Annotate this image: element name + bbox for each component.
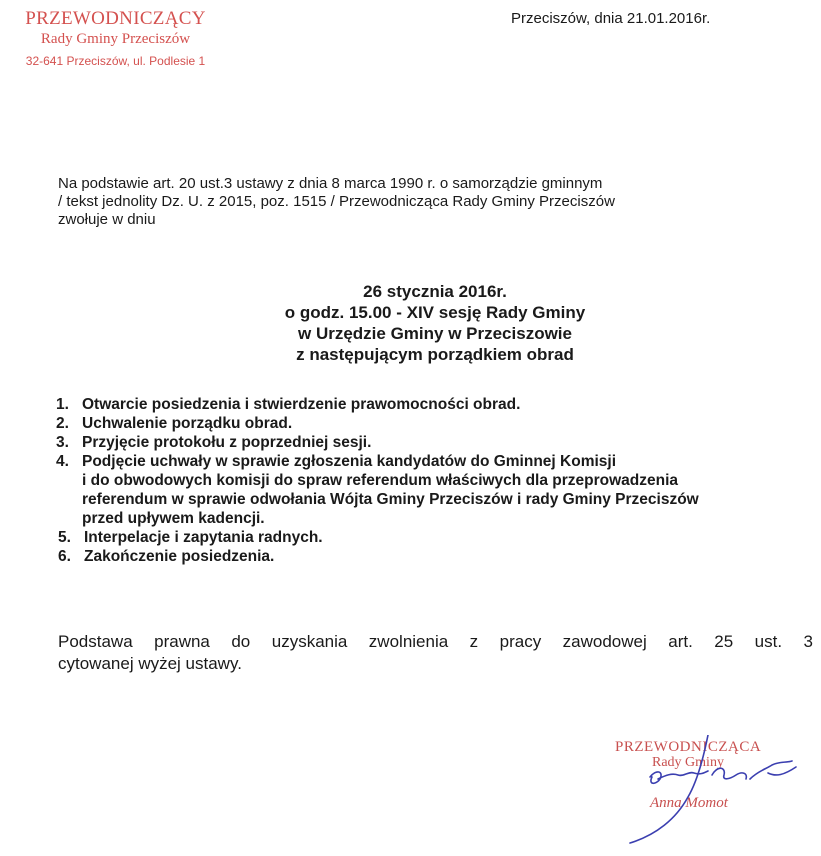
- agenda-text: [82, 452, 699, 528]
- agenda-text-line: i do obwodowych komisji do spraw referendum właściwych dla przeprowadzenia: [82, 472, 679, 489]
- intro-line: zwołuje w dniu: [58, 211, 156, 228]
- agenda-text-line: przed upływem kadencji.: [82, 510, 265, 527]
- agenda-text: Otwarcie posiedzenia i stwierdzenie prawomocności obrad.: [82, 396, 521, 413]
- agenda-item: [56, 452, 699, 528]
- stamp-council-name: Rady Gminy Przeciszów: [40, 31, 191, 47]
- agenda-number: 2.: [56, 415, 69, 432]
- agenda-list: [56, 395, 699, 566]
- session-agenda-intro: z następującym porządkiem obrad: [296, 345, 574, 364]
- agenda-number: 4.: [56, 453, 69, 470]
- intro-line: Na podstawie art. 20 ust.3 ustawy z dnia 8 marca 1990 r. o samorządzie gminnym: [58, 175, 603, 192]
- agenda-item: [56, 433, 699, 452]
- agenda-number: 1.: [56, 396, 69, 413]
- agenda-text-line: referendum w sprawie odwołania Wójta Gminy Przeciszów i rady Gminy Przeciszów: [82, 491, 699, 508]
- stamp-chairman-header: [8, 8, 223, 68]
- signature-stamp-title: PRZEWODNICZĄCA: [615, 739, 762, 755]
- legal-line: Podstawa prawna do uzyskania zwolnienia z pracy zawodowej art. 25 ust. 3: [58, 632, 813, 651]
- intro-paragraph: [58, 175, 615, 229]
- agenda-number: 5.: [58, 529, 71, 546]
- agenda-text: Uchwalenie porządku obrad.: [82, 415, 293, 432]
- legal-basis-paragraph: [58, 631, 813, 675]
- signature-stamp: [600, 735, 815, 850]
- signature-stamp-name: Anna Momot: [650, 795, 728, 811]
- agenda-text: Przyjęcie protokołu z poprzedniej sesji.: [82, 434, 372, 451]
- stamp-title: PRZEWODNICZĄCY: [25, 8, 206, 29]
- agenda-item: [56, 414, 699, 433]
- intro-line: / tekst jednolity Dz. U. z 2015, poz. 1515 / Przewodnicząca Rady Gminy Przeciszów: [58, 193, 615, 210]
- agenda-text: Interpelacje i zapytania radnych.: [84, 529, 323, 546]
- session-date: 26 stycznia 2016r.: [363, 282, 507, 301]
- agenda-item: [58, 547, 699, 566]
- agenda-text: Zakończenie posiedzenia.: [84, 548, 275, 565]
- place-date: Przeciszów, dnia 21.01.2016r.: [511, 10, 711, 27]
- stamp-address: 32-641 Przeciszów, ul. Podlesie 1: [25, 54, 206, 68]
- agenda-item: [56, 395, 699, 414]
- session-time: o godz. 15.00 - XIV sesję Rady Gminy: [284, 303, 586, 322]
- agenda-number: 3.: [56, 434, 69, 451]
- agenda-number: 6.: [58, 548, 71, 565]
- signature-stamp-council: Rady Gminy: [652, 755, 724, 770]
- session-announcement: [200, 281, 670, 365]
- handwritten-signature-icon: [600, 735, 815, 850]
- agenda-item: [58, 528, 699, 547]
- agenda-text-line: Podjęcie uchwały w sprawie zgłoszenia kandydatów do Gminnej Komisji: [82, 453, 617, 470]
- legal-line: cytowanej wyżej ustawy.: [58, 654, 242, 673]
- session-place: w Urzędzie Gminy w Przeciszowie: [298, 324, 572, 343]
